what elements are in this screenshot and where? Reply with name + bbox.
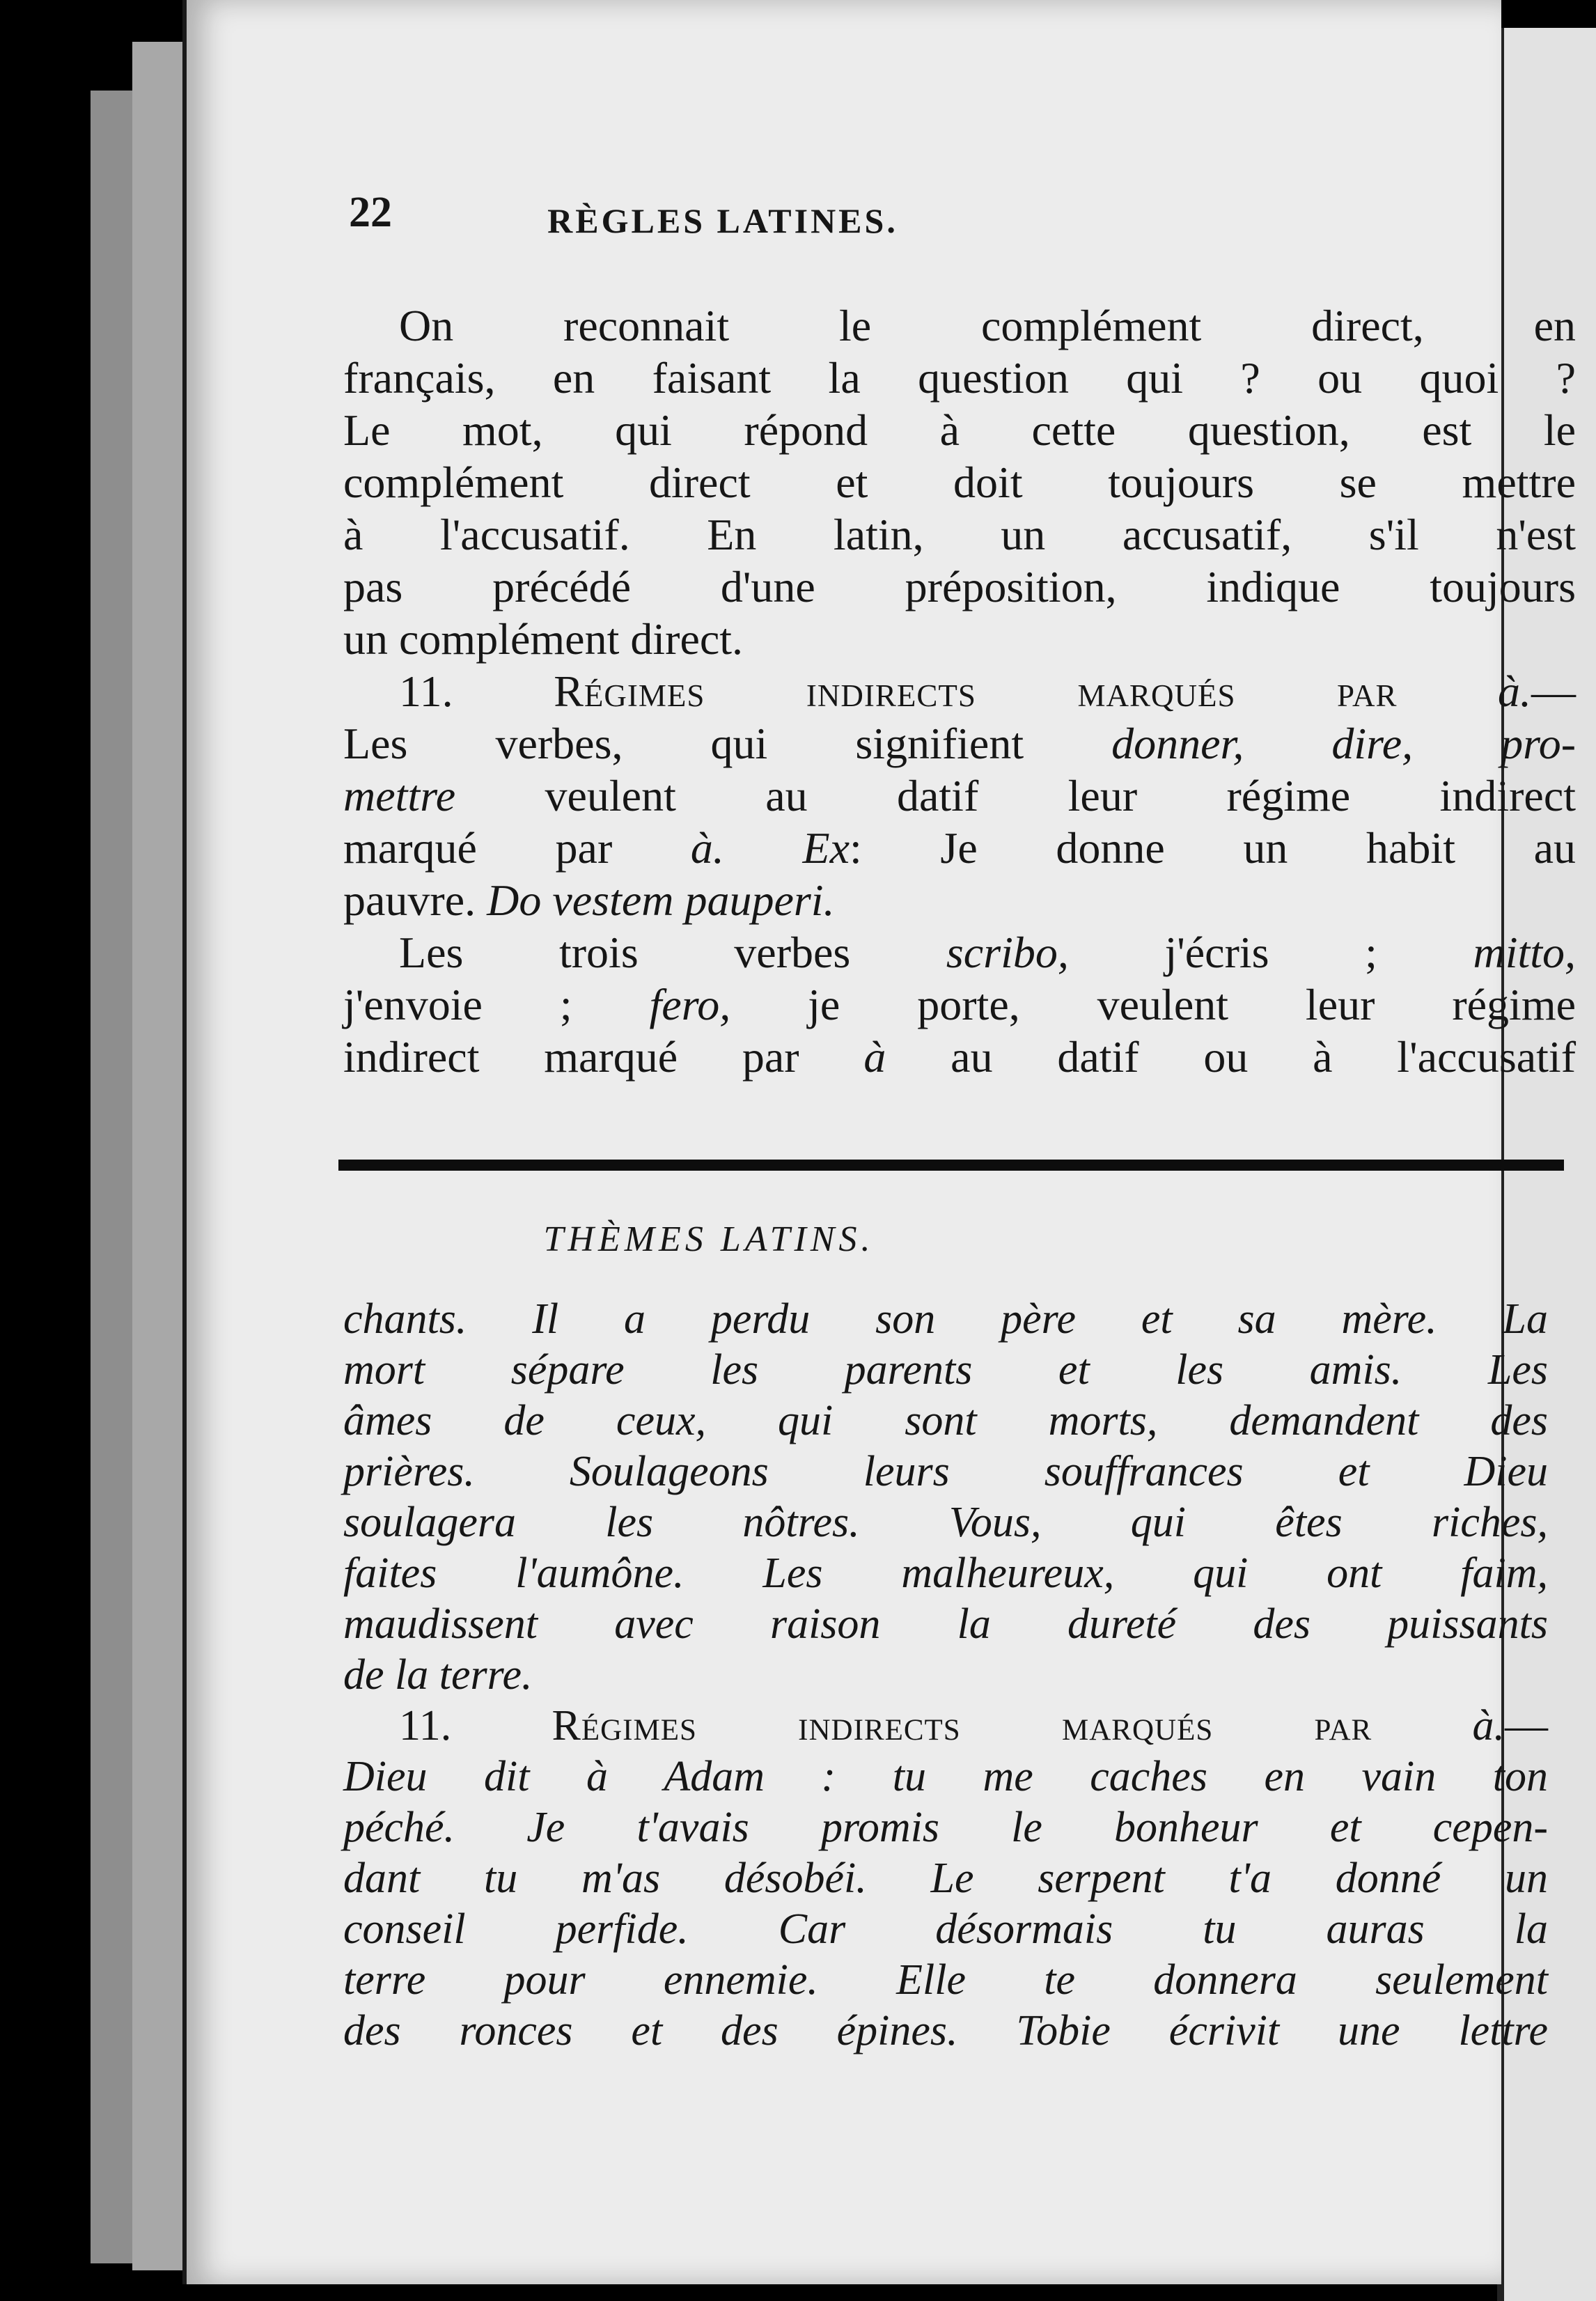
section-divider-rule [338,1160,1564,1171]
text-line: péché. Je t'avais promis le bonheur et cepen- [343,1804,1548,1851]
themes-text [343,1294,1548,2057]
section-number: 11. [399,666,453,716]
page-header [187,188,1501,251]
text-line: mettre veulent au datif leur régime indirect [343,771,1576,820]
text-line: complément direct et doit toujours se mettre [343,458,1576,507]
text-line: mort sépare les parents et les amis. Les [343,1346,1548,1394]
text-line: dant tu m'as désobéi. Le serpent t'a donné un [343,1855,1548,1902]
paragraph-themes [343,1294,1548,1701]
section-heading-text: Régimes indirects marqués par [551,1702,1372,1749]
paragraph-indirect-regimes [343,665,1576,926]
text-line: pas précédé d'une préposition, indique toujours [343,562,1576,611]
text-line: Les trois verbes scribo, j'écris ; mitto, [399,928,1577,977]
text-line: pauvre. Do vestem pauperi. [343,875,835,925]
text-line: soulagera les nôtres. Vous, qui êtes riches, [343,1499,1548,1546]
text-line: Dieu dit à Adam : tu me caches en vain ton [343,1753,1548,1800]
text-line: terre pour ennemie. Elle te donnera seulement [343,1956,1548,2004]
text-line: indirect marqué par à au datif ou à l'accusatif [343,1032,1577,1082]
text-line: Le mot, qui répond à cette question, est le [343,405,1576,455]
section-heading: 11. Régimes indirects marqués par à.— [399,1702,1549,1749]
text-line: marqué par à. Ex: Je donne un habit au [343,823,1576,873]
running-title: RÈGLES LATINES. [547,201,898,240]
text-line: faites l'aumône. Les malheureux, qui ont faim, [343,1550,1548,1597]
text-line: un complément direct. [343,614,744,664]
section-heading-text: Régimes indirects marqués par [554,666,1398,716]
section-number: 11. [399,1702,452,1749]
text-line: de la terre. [343,1651,533,1699]
text-line: des ronces et des épines. Tobie écrivit une lettre [343,2007,1548,2054]
text-line: conseil perfide. Car désormais tu auras la [343,1905,1548,1953]
text-line: j'envoie ; fero, je porte, veulent leur régime [343,980,1576,1029]
paragraph-themes-indirect [343,1701,1548,2057]
text-line: maudissent avec raison la dureté des puissants [343,1600,1548,1648]
text-line: prières. Soulageons leurs souffrances et Dieu [343,1448,1548,1495]
rules-text [343,299,1576,1083]
text-line: Les verbes, qui signifient donner, dire, pro- [343,719,1577,768]
book-page [182,0,1577,2284]
section-heading: 11. Régimes indirects marqués par à.— [399,666,1577,716]
paragraph-direct-complement [343,299,1576,665]
text-line: On reconnait le complément direct, en [399,301,1576,350]
page-number: 22 [349,189,392,236]
paragraph-three-verbs [343,926,1576,1083]
text-line: chants. Il a perdu son père et sa mère. La [343,1295,1548,1343]
latin-example: Do vestem pauperi. [487,875,835,925]
themes-section-title: THÈMES LATINS. [543,1219,875,1259]
text-line: français, en faisant la question qui ? ou quoi ? [343,353,1576,403]
text-line: âmes de ceux, qui sont morts, demandent des [343,1397,1548,1444]
text-line: à l'accusatif. En latin, un accusatif, s'il n'est [343,510,1576,559]
